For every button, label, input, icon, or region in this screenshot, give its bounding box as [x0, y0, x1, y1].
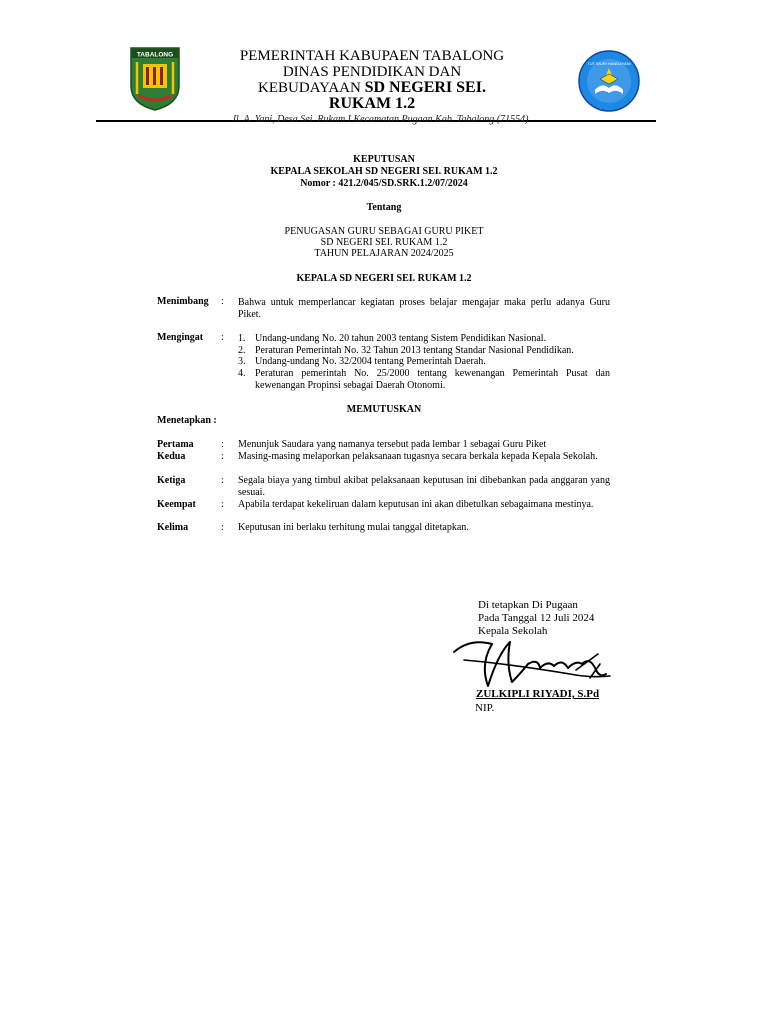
- decision-label-keempat: Keempat: [157, 499, 196, 510]
- mengingat-label: Mengingat: [157, 332, 204, 343]
- letterhead-line-3-bold: SD NEGERI SEI.: [364, 79, 486, 96]
- letterhead-line-1: PEMERINTAH KABUPAEN TABALONG: [239, 48, 505, 64]
- decision-text-kelima: Keputusan ini berlaku terhitung mulai tanggal ditetapkan.: [238, 522, 469, 533]
- letterhead-line-3-plain: KEBUDAYAAN: [258, 80, 361, 96]
- decree-subtitle: KEPALA SEKOLAH SD NEGERI SEI. RUKAM 1.2: [270, 166, 498, 177]
- memutuskan-heading: MEMUTUSKAN: [346, 404, 422, 415]
- decision-label-kelima: Kelima: [157, 522, 189, 533]
- logo-motto-text: TUT WURI HANDAYANI: [587, 61, 631, 66]
- list-item: 4. Peraturan pemerintah No. 25/2000 tentang kewenangan Pemerintah Pusat dan kewenangan Propinsi sebagai Daerah Otonomi.: [238, 368, 610, 391]
- decision-text-pertama: Menunjuk Saudara yang namanya tersebut pada lembar 1 sebagai Guru Piket: [238, 439, 547, 450]
- decision-text-kedua: Masing-masing melaporkan pelaksanaan tugasnya secara berkala kepada Kepala Sekolah.: [238, 451, 598, 462]
- signer-name: ZULKIPLI RIYADI, S.Pd: [476, 688, 600, 700]
- mengingat-list: [238, 333, 610, 392]
- menimbang-text: Bahwa untuk memperlancar kegiatan proses belajar mengajar maka perlu adanya Guru Piket.: [238, 297, 610, 320]
- letterhead: [200, 48, 544, 112]
- signer-position: Kepala Sekolah: [478, 625, 548, 637]
- issuer-heading: KEPALA SD NEGERI SEI. RUKAM 1.2: [296, 273, 472, 284]
- signing-place: Di tetapkan Di Pugaan: [478, 599, 578, 611]
- tabalong-crest-logo: [129, 46, 181, 112]
- school-address: Jl. A. Yani, Desa Sei. Rukam I Kecamatan Pugaan Kab. Tabalong (71554): [231, 114, 529, 125]
- decision-label-kedua: Kedua: [157, 451, 186, 462]
- list-item: 1. Undang-undang No. 20 tahun 2003 tentang Sistem Pendidikan Nasional.: [238, 333, 547, 344]
- subject-line-2: SD NEGERI SEI. RUKAM 1.2: [320, 237, 448, 248]
- decree-number: Nomor : 421.2/045/SD.SRK.1.2/07/2024: [300, 178, 468, 189]
- decision-colon: :: [221, 499, 224, 510]
- decision-colon: :: [221, 522, 224, 533]
- letterhead-line-4: RUKAM 1.2: [328, 95, 416, 112]
- list-item: 2. Peraturan Pemerintah No. 32 Tahun 2013 tentang Standar Nasional Pendidikan.: [238, 344, 574, 356]
- crest-banner-text: TABALONG: [136, 51, 174, 59]
- decision-text-keempat: Apabila terdapat kekeliruan dalam keputusan ini akan dibetulkan sebagaimana mestinya.: [238, 499, 594, 510]
- menimbang-colon: :: [221, 296, 224, 307]
- tentang-label: Tentang: [366, 202, 402, 213]
- letterhead-line-3: [200, 80, 544, 96]
- menimbang-label: Menimbang: [157, 296, 209, 307]
- letterhead-line-2: DINAS PENDIDIKAN DAN: [282, 64, 462, 80]
- list-item: 3. Undang-undang No. 32/2004 tentang Pemerintah Daerah.: [238, 356, 486, 368]
- decision-text-ketiga: Segala biaya yang timbul akibat pelaksanaan keputusan ini dibebankan pada anggaran yang sesuai.: [238, 475, 610, 498]
- subject-line-3: TAHUN PELAJARAN 2024/2025: [314, 248, 454, 259]
- decision-colon: :: [221, 451, 224, 462]
- signing-date: Pada Tanggal 12 Juli 2024: [478, 612, 595, 624]
- menetapkan-label: Menetapkan :: [157, 415, 217, 426]
- handwritten-signature: [450, 634, 616, 692]
- decision-label-ketiga: Ketiga: [157, 475, 186, 486]
- decision-colon: :: [221, 475, 224, 486]
- tut-wuri-handayani-logo: [577, 50, 641, 112]
- decision-colon: :: [221, 439, 224, 450]
- decree-title: KEPUTUSAN: [353, 154, 415, 165]
- subject-line-1: PENUGASAN GURU SEBAGAI GURU PIKET: [284, 226, 484, 237]
- signer-nip: NIP.: [475, 702, 495, 714]
- mengingat-colon: :: [221, 332, 224, 343]
- decision-label-pertama: Pertama: [157, 439, 194, 450]
